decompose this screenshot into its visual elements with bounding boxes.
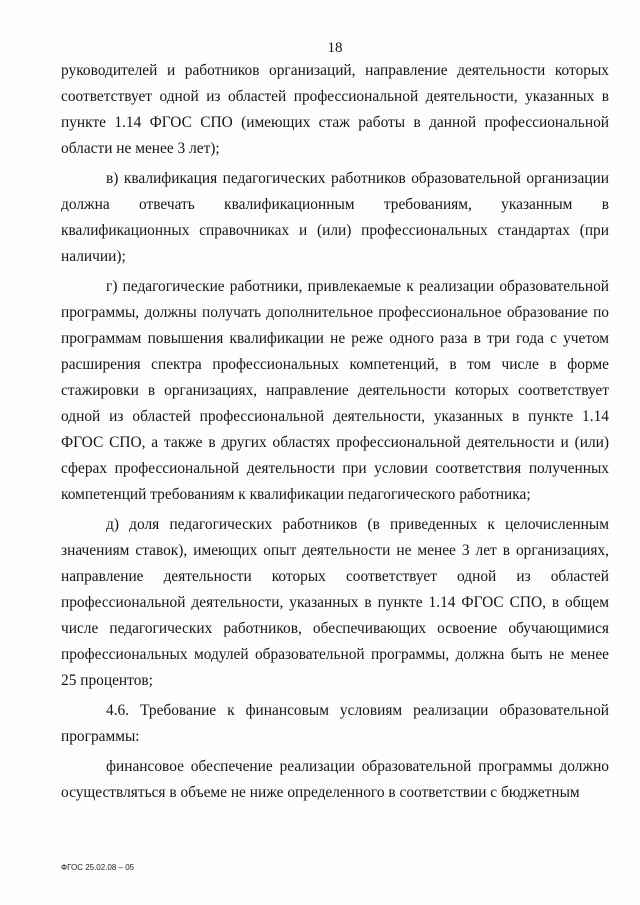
page-number: 18 [327, 40, 343, 56]
paragraph-item-g: г) педагогические работники, привлекаемые к реализации образовательной программы, должны получать дополнительное профессиональное образование по программам повышения квалификации не реже одного раза в три года с учетом расширения спектра профессиональных компетенций, в том числе в форме стажировки в организациях, направление деятельности которых соответствует одной из областей профессиональной деятельности, указанных в пункте 1.14 ФГОС СПО, а также в других областях профессиональной деятельности и (или) сферах профессиональной деятельности при условии соответствия полученных компетенций требованиям к квалификации педагогического работника; [61, 278, 609, 503]
paragraph-continuation: руководителей и работников организаций, направление деятельности которых соответствует одной из областей профессиональной деятельности, указанных в пункте 1.14 ФГОС СПО (имеющих стаж работы в данной профессиональной области не менее 3 лет); [61, 62, 609, 157]
paragraph-item-d: д) доля педагогических работников (в приведенных к целочисленным значениям ставок), имеющих опыт деятельности не менее 3 лет в организациях, направление деятельности которых соответствует одной из областей профессиональной деятельности, указанных в пункте 1.14 ФГОС СПО, в общем числе педагогических работников, обеспечивающих освоение обучающимися профессиональных модулей образовательной программы, должна быть не менее 25 процентов; [61, 516, 609, 689]
paragraph-section-4-6: 4.6. Требование к финансовым условиям реализации образовательной программы: [61, 702, 609, 745]
paragraph-item-v: в) квалификация педагогических работников образовательной организации должна отвечать квалификационным требованиям, указанным в квалификационных справочниках и (или) профессиональных стандартах (при наличии); [61, 170, 609, 265]
paragraph-financing: финансовое обеспечение реализации образовательной программы должно осуществляться в объеме не ниже определенного в соответствии с бюджетным [61, 758, 609, 801]
document-body [61, 58, 609, 806]
document-footer: ФГОС 25.02.08 – 05 [61, 863, 135, 872]
